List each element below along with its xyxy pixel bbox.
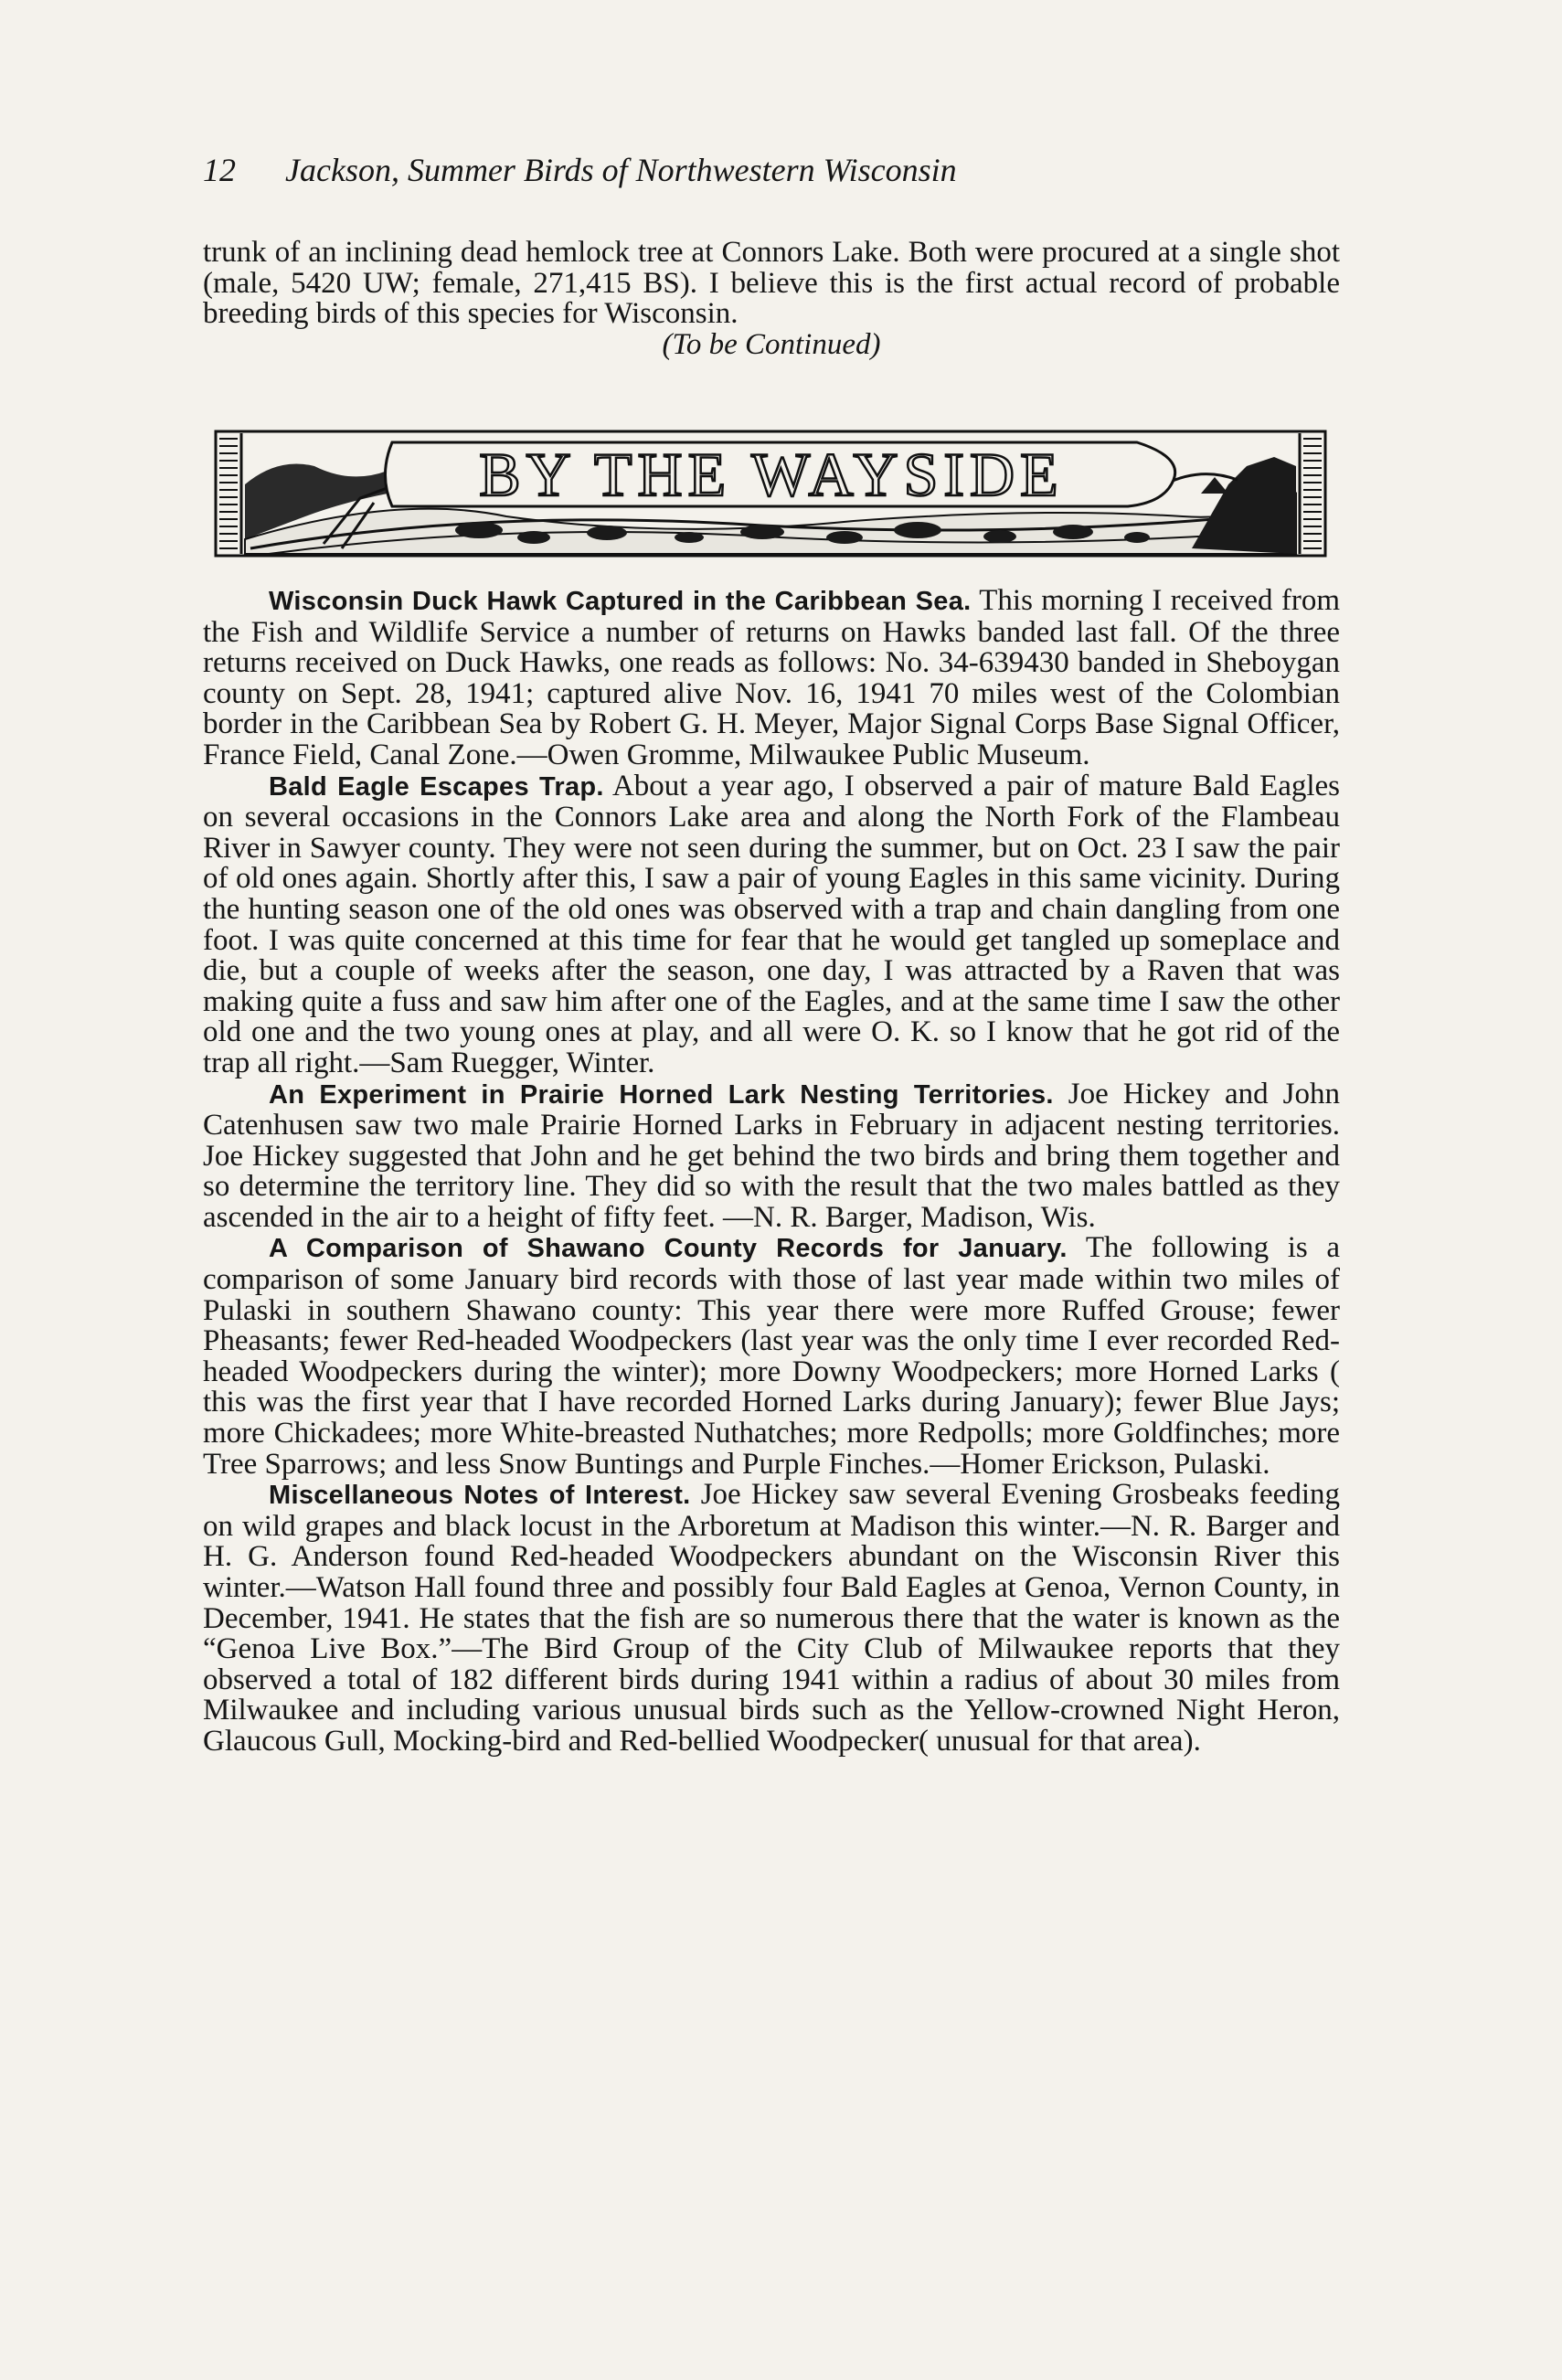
note-paragraph	[203, 1233, 1340, 1480]
continued-note: (To be Continued)	[662, 327, 881, 361]
note-paragraph	[203, 1480, 1340, 1757]
page-number: 12	[203, 152, 236, 188]
running-title: Jackson, Summer Birds of Northwestern Wisconsin	[285, 152, 957, 188]
note-paragraph	[203, 771, 1340, 1079]
note-body: The following is a comparison of some January bird records with those of last year made within two miles of Pulaski in southern Shawano county: This year there were more Ruffed Grouse; fewer Pheasants; fewer Red-headed Woodpeckers (last year was the only time I ever recorded Red-headed Woodpeckers during the winter); more Downy Woodpeckers; more Horned Larks ( this was the first year that I have recorded Horned Larks during January); fewer Blue Jays; more Chickadees; more White-breasted Nuthatches; more Redpolls; more Goldfinches; more Tree Sparrows; and less Snow Buntings and Purple Finches.—Homer Erickson, Pulaski.	[203, 1231, 1341, 1481]
note-heading: Bald Eagle Escapes Trap.	[269, 771, 604, 802]
note-paragraph	[203, 1079, 1340, 1234]
note-heading: A Comparison of Shawano County Records for January.	[269, 1234, 1068, 1264]
intro-paragraph: trunk of an inclining dead hemlock tree at Connors Lake. Both were procured at a single shot (male, 5420 UW; female, 271,415 BS). I believe this is the first actual record of probable breeding birds of this species for Wisconsin.	[203, 236, 1340, 331]
banner-title: BY THE WAYSIDE	[479, 440, 1064, 509]
intro-text-block	[203, 238, 1340, 360]
note-body: Joe Hickey saw several Evening Grosbeaks feeding on wild grapes and black locust in the Arboretum at Madison this winter.—N. R. Barger and H. G. Anderson found Red-headed Woodpeckers abundant on the Wisconsin River this winter.—Watson Hall found three and possibly four Bald Eagles at Genoa, Vernon County, in December, 1941. He states that the fish are so numerous there that the water is known as the “Genoa Live Box.”—The Bird Group of the City Club of Milwaukee reports that they observed a total of 182 different birds during 1941 within a radius of about 30 miles from Milwaukee and including various unusual birds such as the Yellow-crowned Night Heron, Glaucous Gull, Mocking-bird and Red-bellied Woodpecker( unusual for that area).	[203, 1478, 1340, 1758]
by-the-wayside-banner	[214, 430, 1327, 558]
banner-illustration	[214, 430, 1327, 558]
note-body: About a year ago, I observed a pair of mature Bald Eagles on several occasions in the Connors Lake area and along the North Fork of the Flambeau River in Sawyer county. They were not seen during the summer, but on Oct. 23 I saw the pair of old ones again. Shortly after this, I saw a pair of young Eagles in this same vicinity. During the hunting season one of the old ones was observed with a trap and chain dangling from one foot. I was quite concerned at this time for fear that he would get tangled up someplace and die, but a couple of weeks after the season, one day, I was attracted by a Raven that was making quite a fuss and saw him after one of the Eagles, and at the same time I saw the other old one and the two young ones at play, and all were O. K. so I know that he got rid of the trap all right.—Sam Ruegger, Winter.	[203, 769, 1341, 1079]
note-heading: An Experiment in Prairie Horned Lark Nesting Territories.	[269, 1079, 1054, 1110]
note-paragraph	[203, 586, 1340, 771]
note-body: Joe Hickey and John Catenhusen saw two male Prairie Horned Larks in February in adjacent nesting territories. Joe Hickey suggested that John and he get behind the two birds and bring them together and so determine the territory line. They did so with the result that the two males battled as they ascended in the air to a height of fifty feet. —N. R. Barger, Madison, Wis.	[203, 1077, 1340, 1234]
note-body: This morning I received from the Fish and Wildlife Service a number of returns on Hawks banded last fall. Of the three returns received on Duck Hawks, one reads as follows: No. 34-639430 banded in Sheboygan county on Sept. 28, 1941; captured alive Nov. 16, 1941 70 miles west of the Colombian border in the Caribbean Sea by Robert G. H. Meyer, Major Signal Corps Base Signal Officer, France Field, Canal Zone.—Owen Gromme, Milwaukee Public Museum.	[203, 584, 1340, 771]
notes-column	[203, 586, 1340, 1758]
note-heading: Miscellaneous Notes of Interest.	[269, 1481, 691, 1511]
running-header	[203, 148, 1336, 192]
note-heading: Wisconsin Duck Hawk Captured in the Caribbean Sea.	[269, 587, 972, 616]
